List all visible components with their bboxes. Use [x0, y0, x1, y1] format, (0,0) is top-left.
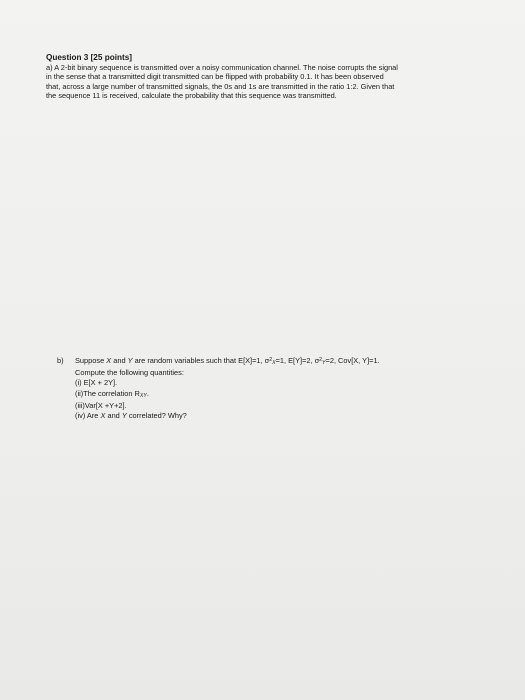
intro-text-1: Suppose: [75, 356, 107, 365]
item-iv-and: and: [105, 411, 122, 421]
sigma-x-sub: X: [272, 360, 276, 366]
item-ii-suffix: .: [146, 388, 149, 398]
sigma-y-sub: Y: [322, 360, 326, 366]
intro-and: and: [111, 356, 128, 365]
var-y: Y: [127, 356, 133, 365]
item-iv-suffix: correlated? Why?: [126, 411, 187, 421]
intro-text-2: are random variables such that E[X]=1, σ: [132, 356, 270, 365]
part-b-label: b): [57, 356, 64, 365]
var-x: X: [106, 356, 112, 365]
part-b-intro: [57, 355, 380, 368]
item-iv-x: X: [100, 411, 106, 421]
part-a-line-1: a) A 2-bit binary sequence is transmitted over a noisy communication channel. The noise corrupts the signal: [46, 63, 398, 72]
item-i: (i) E[X + 2Y].: [75, 378, 118, 388]
part-a-line-4: the sequence 11 is received, calculate the probability that this sequence was transmitted.: [46, 91, 337, 101]
item-ii-prefix: (ii)The correlation R: [75, 388, 140, 398]
part-a-line-2: in the sense that a transmitted digit transmitted can be flipped with probability 0.1. It has been observed: [46, 72, 384, 82]
sigma-x-sup: 2: [269, 357, 273, 363]
part-b-block: [57, 355, 380, 421]
item-iv-prefix: (iv) Are: [75, 411, 101, 421]
item-ii: [57, 389, 380, 401]
intro-text-3: =1, E[Y]=2, σ: [275, 356, 320, 365]
part-a-line-3: that, across a large number of transmitted signals, the 0s and 1s are transmitted in the ratio 1:2. Given that: [46, 81, 395, 91]
item-ii-sub: XY: [139, 392, 147, 399]
item-iii: (iii)Var[X +Y+2].: [75, 400, 127, 410]
item-iv: [57, 411, 380, 421]
sigma-y-sup: 2: [319, 357, 323, 363]
intro-text-4: =2, Cov[X, Y]=1.: [325, 356, 380, 365]
item-iv-y: Y: [121, 411, 127, 421]
part-a-paragraph: [46, 63, 472, 101]
compute-line: Compute the following quantities:: [75, 368, 184, 378]
question-title: Question 3 [25 points]: [46, 53, 132, 62]
